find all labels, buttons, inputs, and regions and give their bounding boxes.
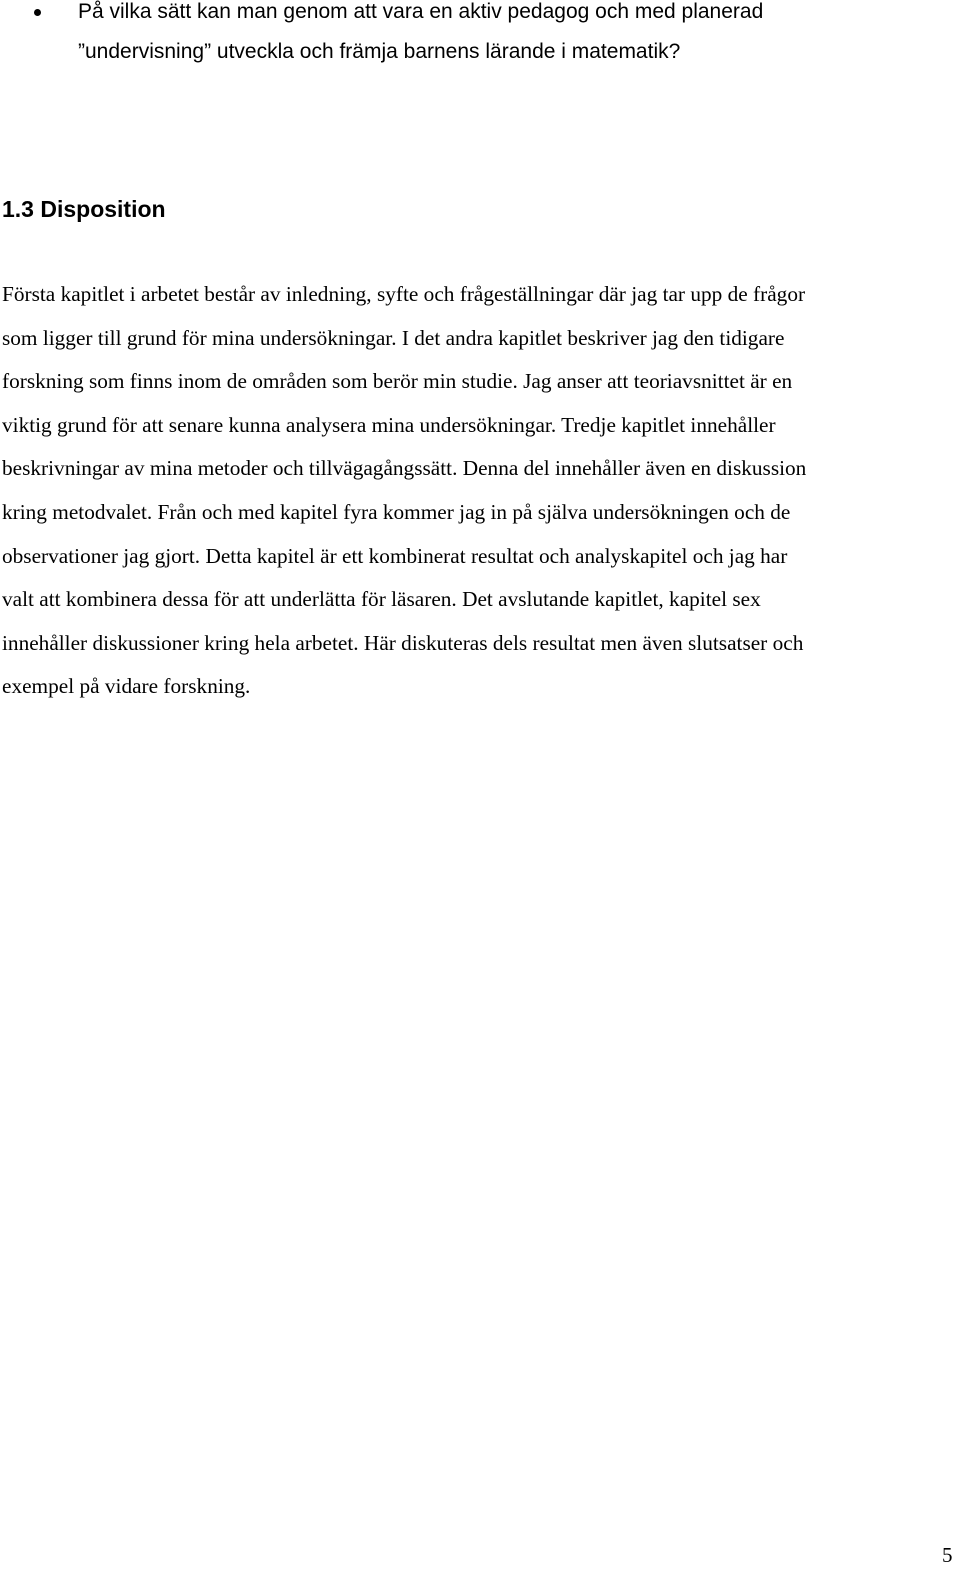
paragraph-line: valt att kombinera dessa för att underlätta för läsaren. Det avslutande kapitlet, kapitel sex xyxy=(2,587,761,612)
bullet-icon xyxy=(34,9,41,16)
paragraph-line: som ligger till grund för mina undersökningar. I det andra kapitlet beskriver jag den tidigare xyxy=(2,325,785,350)
research-question-text: På vilka sätt kan man genom att vara en aktiv pedagog och med planerad ”undervisning” utveckla och främja barnens lärande i matematik? xyxy=(78,0,764,63)
paragraph-line: viktig grund för att senare kunna analysera mina undersökningar. Tredje kapitlet innehåller xyxy=(2,412,776,437)
paragraph-line: Första kapitlet i arbetet består av inledning, syfte och frågeställningar där jag tar upp de frågor xyxy=(2,282,806,306)
paragraph-line: forskning som finns inom de områden som berör min studie. Jag anser att teoriavsnittet är en xyxy=(2,369,793,394)
paragraph-line: kring metodvalet. Från och med kapitel fyra kommer jag in på själva undersökningen och de xyxy=(2,499,791,524)
paragraph-line: beskrivningar av mina metoder och tillvägagångssätt. Denna del innehåller även en diskussion xyxy=(2,456,807,481)
disposition-paragraph xyxy=(2,273,958,709)
paragraph-line: observationer jag gjort. Detta kapitel är ett kombinerat resultat och analyskapitel och jag har xyxy=(2,543,788,568)
paragraph-line: innehåller diskussioner kring hela arbetet. Här diskuteras dels resultat men även slutsatser och xyxy=(2,630,804,655)
paragraph-line: exempel på vidare forskning. xyxy=(2,674,251,699)
section-heading: 1.3 Disposition xyxy=(2,196,166,222)
page-number: 5 xyxy=(942,1543,953,1567)
